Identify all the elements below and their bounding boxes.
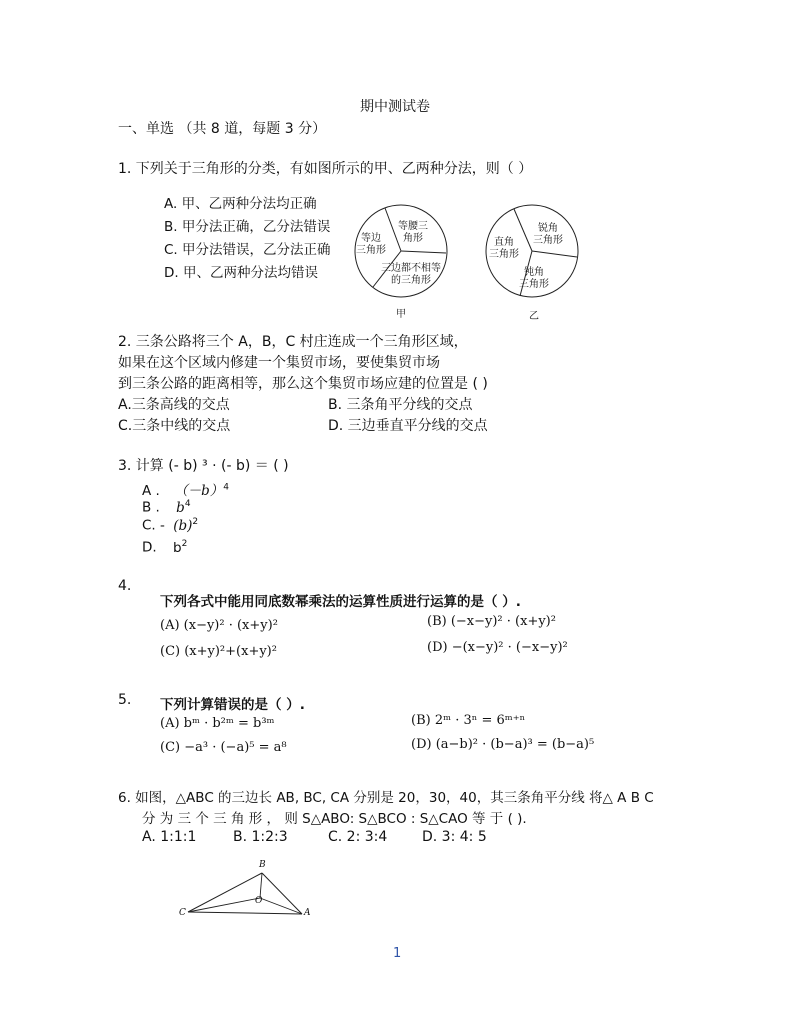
q2-option-b: B. 三条角平分线的交点 (328, 397, 473, 413)
q6-line-1: 6. 如图，△ABC 的三边长 AB, BC, CA 分别是 20，30，40，其三条角平分线 将△ A B C (118, 790, 654, 806)
pie-yi-label-right: 直角 三角形 (489, 237, 519, 260)
q3-option-b-expr: b (176, 499, 185, 516)
q6-option-b: B. 1:2:3 (233, 829, 288, 845)
q2-option-c: C.三条中线的交点 (118, 418, 231, 434)
q2-line-1: 2. 三条公路将三个 A，B，C 村庄连成一个三角形区域， (118, 334, 468, 350)
side-ca (188, 912, 302, 914)
q2-option-a: A.三条高线的交点 (118, 397, 230, 413)
q3-stem: 3. 计算 (- b) ³ · (- b) ＝ ( ) (118, 458, 289, 474)
side-ba (262, 873, 302, 914)
q1-option-b: B. 甲分法正确，乙分法错误 (164, 219, 331, 235)
q3-option-d (142, 539, 187, 556)
section-heading: 一、单选 （共 8 道，每题 3 分） (118, 121, 327, 137)
q6-line-2: 分 为 三 个 三 角 形 ， 则 S△ABO: S△BCO : S△CAO 等 于 ( ). (142, 811, 527, 827)
q1-pie-yi (484, 203, 580, 299)
q3-option-a-expr: （－b） (174, 483, 224, 499)
vertex-label-a: A (304, 908, 311, 918)
q3-option-b-exponent: 4 (184, 499, 191, 509)
q3-option-a-label: A . (142, 483, 160, 499)
bisector-co (188, 896, 263, 912)
q5-option-b: (B) 2ᵐ · 3ⁿ = 6ᵐ⁺ⁿ (411, 713, 526, 728)
q4-option-d: (D) −(x−y)² · (−x−y)² (427, 640, 568, 655)
q6-option-c: C. 2: 3:4 (328, 829, 388, 845)
q3-option-d-label: D. (142, 539, 157, 556)
q5-option-d: (D) (a−b)² · (b−a)³ = (b−a)⁵ (411, 737, 595, 752)
q4-option-b: (B) (−x−y)² · (x+y)² (427, 614, 556, 629)
q3-option-d-exponent: 2 (181, 539, 188, 549)
q2-line-2: 如果在这个区域内修建一个集贸市场，要使集贸市场 (118, 355, 440, 371)
point-label-o: O (255, 896, 263, 906)
q4-option-a: (A) (x−y)² · (x+y)² (160, 618, 278, 633)
pie-jia-label-isosceles: 等腰三 角形 (398, 221, 428, 244)
side-cb (188, 873, 262, 912)
pie-yi-label-acute: 锐角 三角形 (533, 223, 563, 246)
triangle-svg (178, 860, 318, 924)
q4-number: 4. (118, 578, 132, 594)
q5-option-c: (C) −a³ · (−a)⁵ = a⁸ (160, 740, 287, 755)
q3-option-c (142, 517, 198, 534)
q3-option-d-expr: b (172, 539, 182, 556)
q6-triangle-figure (178, 860, 318, 924)
q3-option-b-label: B . (142, 499, 160, 516)
vertex-label-b: B (259, 860, 266, 870)
pie-yi-caption: 乙 (529, 311, 539, 322)
bisector-ao (260, 898, 302, 914)
q5-number: 5. (118, 692, 132, 708)
q5-option-a: (A) bᵐ · b²ᵐ = b³ᵐ (160, 716, 275, 731)
vertex-label-c: C (179, 908, 186, 918)
q6-option-a: A. 1:1:1 (142, 829, 197, 845)
q3-option-b (142, 499, 191, 516)
q3-option-a-exponent: 4 (223, 482, 230, 493)
pie-jia-label-scalene: 三边都不相等 的三角形 (381, 263, 441, 286)
q6-option-d: D. 3: 4: 5 (422, 829, 487, 845)
q3-option-c-expr: (b) (173, 517, 193, 534)
pie-yi-label-obtuse: 钝角 三角形 (519, 267, 549, 290)
q1-stem: 1. 下列关于三角形的分类，有如图所示的甲、乙两种分法，则（ ） (118, 161, 533, 177)
q4-stem: 下列各式中能用同底数幂乘法的运算性质进行运算的是（ ）. (160, 594, 521, 610)
page-title: 期中测试卷 (360, 99, 430, 115)
q1-option-a: A. 甲、乙两种分法均正确 (164, 196, 317, 212)
q2-option-d: D. 三边垂直平分线的交点 (328, 418, 488, 434)
q3-option-c-label: C. - (142, 517, 165, 534)
q3-option-a (142, 479, 229, 499)
page-number: 1 (393, 946, 402, 961)
q1-option-d: D. 甲、乙两种分法均错误 (164, 265, 318, 281)
pie-jia-caption: 甲 (396, 309, 406, 320)
q4-option-c: (C) (x+y)²+(x+y)² (160, 644, 277, 659)
bisector-bo (260, 873, 262, 898)
q1-pie-jia (353, 203, 449, 299)
pie-jia-label-equilateral: 等边 三角形 (356, 233, 386, 256)
q5-stem: 下列计算错误的是（ ）. (160, 697, 305, 713)
q1-option-c: C. 甲分法错误，乙分法正确 (164, 242, 331, 258)
q3-option-c-exponent: 2 (192, 517, 199, 527)
q2-line-3: 到三条公路的距离相等，那么这个集贸市场应建的位置是 ( ) (118, 376, 488, 392)
